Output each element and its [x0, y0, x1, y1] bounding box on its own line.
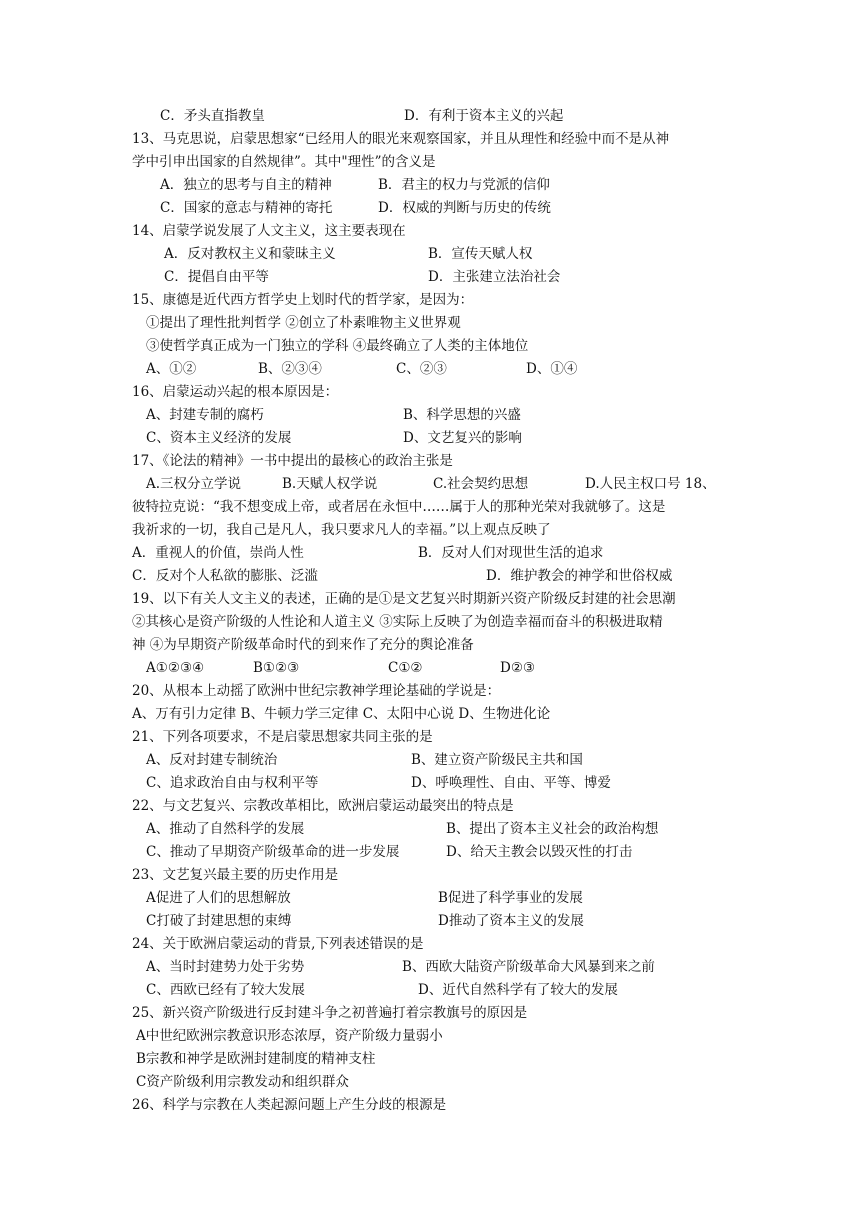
q23-option-b: B促进了科学事业的发展 — [438, 890, 583, 906]
q14-option-d: D．主张建立法治社会 — [428, 269, 561, 285]
q15-option-d: D、①④ — [526, 361, 578, 377]
q19-stem-line2: ②其核心是资产阶级的人性论和人道主义 ③实际上反映了为创造幸福而奋斗的积极进取精 — [132, 614, 663, 630]
q13-stem-line2: 学中引申出国家的自然规律”。其中"理性”的含义是 — [132, 154, 436, 170]
q23-option-a: A促进了人们的思想解放 — [146, 890, 291, 906]
q15-stem: 15、康德是近代西方哲学史上划时代的哲学家，是因为： — [132, 292, 474, 308]
q16-option-c: C、资本主义经济的发展 — [146, 430, 292, 446]
q21-option-a: A、反对封建专制统治 — [146, 752, 278, 768]
q18-option-c: C．反对个人私欲的膨胀、泛滥 — [132, 568, 318, 584]
q25-stem: 25、新兴资产阶级进行反封建斗争之初普遍打着宗教旗号的原因是 — [132, 1005, 528, 1021]
q13-stem-line1: 13、马克思说，启蒙思想家“已经用人的眼光来观察国家，并且从理性和经验中而不是从神 — [132, 131, 670, 147]
q14-option-b: B．宣传天赋人权 — [428, 246, 533, 262]
q25-option-a: A中世纪欧洲宗教意识形态浓厚，资产阶级力量弱小 — [136, 1028, 443, 1044]
q21-stem: 21、下列各项要求，不是启蒙思想家共同主张的是 — [132, 729, 433, 745]
q17-option-a: A.三权分立学说 — [146, 476, 242, 492]
q16-stem: 16、启蒙运动兴起的根本原因是： — [132, 384, 339, 400]
q16-option-b: B、科学思想的兴盛 — [403, 407, 521, 423]
q24-option-a: A、当时封建势力处于劣势 — [146, 959, 305, 975]
q25-option-b: B宗教和神学是欧洲封建制度的精神支柱 — [136, 1051, 376, 1067]
q22-option-a: A、推动了自然科学的发展 — [146, 821, 305, 837]
q24-option-b: B、西欧大陆资产阶级革命大风暴到来之前 — [402, 959, 655, 975]
q13-option-c: C．国家的意志与精神的寄托 — [160, 200, 333, 216]
q23-stem: 23、文艺复兴最主要的历史作用是 — [132, 867, 339, 883]
q21-option-c: C、追求政治自由与权利平等 — [146, 775, 319, 791]
q15-option-a: A、①② — [146, 361, 197, 377]
q20-options: A、万有引力定律 B、牛顿力学三定律 C、太阳中心说 D、生物进化论 — [132, 706, 551, 722]
q18-option-d: D．维护教会的神学和世俗权威 — [486, 568, 673, 584]
q19-option-b: B①②③ — [253, 660, 300, 676]
q18-stem-line1: 彼特拉克说：“我不想变成上帝，或者居在永恒中……属于人的那种光荣对我就够了。这是 — [132, 499, 666, 515]
q15-statement-line2: ③使哲学真正成为一门独立的学科 ④最终确立了人类的主体地位 — [146, 338, 529, 354]
q24-option-c: C、西欧已经有了较大发展 — [146, 982, 305, 998]
q14-option-a: A．反对教权主义和蒙昧主义 — [164, 246, 336, 262]
q24-option-d: D、近代自然科学有了较大的发展 — [418, 982, 618, 998]
q13-option-b: B．君主的权力与党派的信仰 — [378, 177, 550, 193]
q19-stem-line3: 神 ④为早期资产阶级革命时代的到来作了充分的舆论准备 — [132, 637, 474, 653]
q21-option-b: B、建立资产阶级民主共和国 — [411, 752, 583, 768]
q17-option-d-and-q18-number: D.人民主权口号 18、 — [585, 476, 716, 492]
q12-option-c: C．矛头直指教皇 — [160, 108, 265, 124]
q15-option-b: B、②③④ — [258, 361, 322, 377]
q14-stem: 14、启蒙学说发展了人文主义，这主要表现在 — [132, 223, 406, 239]
q24-stem: 24、关于欧洲启蒙运动的背景,下列表述错误的是 — [132, 936, 424, 952]
q17-option-b: B.天赋人权学说 — [282, 476, 378, 492]
q22-option-c: C、推动了早期资产阶级革命的进一步发展 — [146, 844, 400, 860]
q19-option-c: C①② — [388, 660, 423, 676]
q18-option-b: B．反对人们对现世生活的追求 — [418, 545, 604, 561]
q25-option-c: C资产阶级利用宗教发动和组织群众 — [136, 1074, 349, 1090]
q19-option-a: A①②③④ — [146, 660, 205, 676]
q22-option-b: B、提出了资本主义社会的政治构想 — [446, 821, 659, 837]
q13-option-a: A．独立的思考与自主的精神 — [160, 177, 332, 193]
q16-option-d: D、文艺复兴的影响 — [403, 430, 522, 446]
q15-option-c: C、②③ — [396, 361, 447, 377]
q20-stem: 20、从根本上动摇了欧洲中世纪宗教神学理论基础的学说是： — [132, 683, 501, 699]
q21-option-d: D、呼唤理性、自由、平等、博爱 — [411, 775, 611, 791]
q19-option-d: D②③ — [500, 660, 536, 676]
q19-stem-line1: 19、以下有关人文主义的表述，正确的是①是文艺复兴时期新兴资产阶级反封建的社会思潮 — [132, 591, 676, 607]
q17-stem: 17、《论法的精神》一书中提出的最核心的政治主张是 — [132, 453, 453, 469]
q18-option-a: A．重视人的价值，崇尚人性 — [132, 545, 304, 561]
q12-option-d: D．有利于资本主义的兴起 — [404, 108, 564, 124]
q22-option-d: D、给天主教会以毁灭性的打击 — [446, 844, 633, 860]
q23-option-d: D推动了资本主义的发展 — [438, 913, 584, 929]
q18-stem-line2: 我祈求的一切，我自己是凡人，我只要求凡人的幸福。”以上观点反映了 — [132, 522, 551, 538]
q22-stem: 22、与文艺复兴、宗教改革相比，欧洲启蒙运动最突出的特点是 — [132, 798, 514, 814]
q16-option-a: A、封建专制的腐朽 — [146, 407, 264, 423]
q17-option-c: C.社会契约思想 — [433, 476, 529, 492]
q13-option-d: D．权威的判断与历史的传统 — [378, 200, 551, 216]
q15-statement-line1: ①提出了理性批判哲学 ②创立了朴素唯物主义世界观 — [146, 315, 461, 331]
q26-stem: 26、科学与宗教在人类起源问题上产生分歧的根源是 — [132, 1097, 447, 1113]
q14-option-c: C．提倡自由平等 — [164, 269, 269, 285]
q23-option-c: C打破了封建思想的束缚 — [146, 913, 292, 929]
